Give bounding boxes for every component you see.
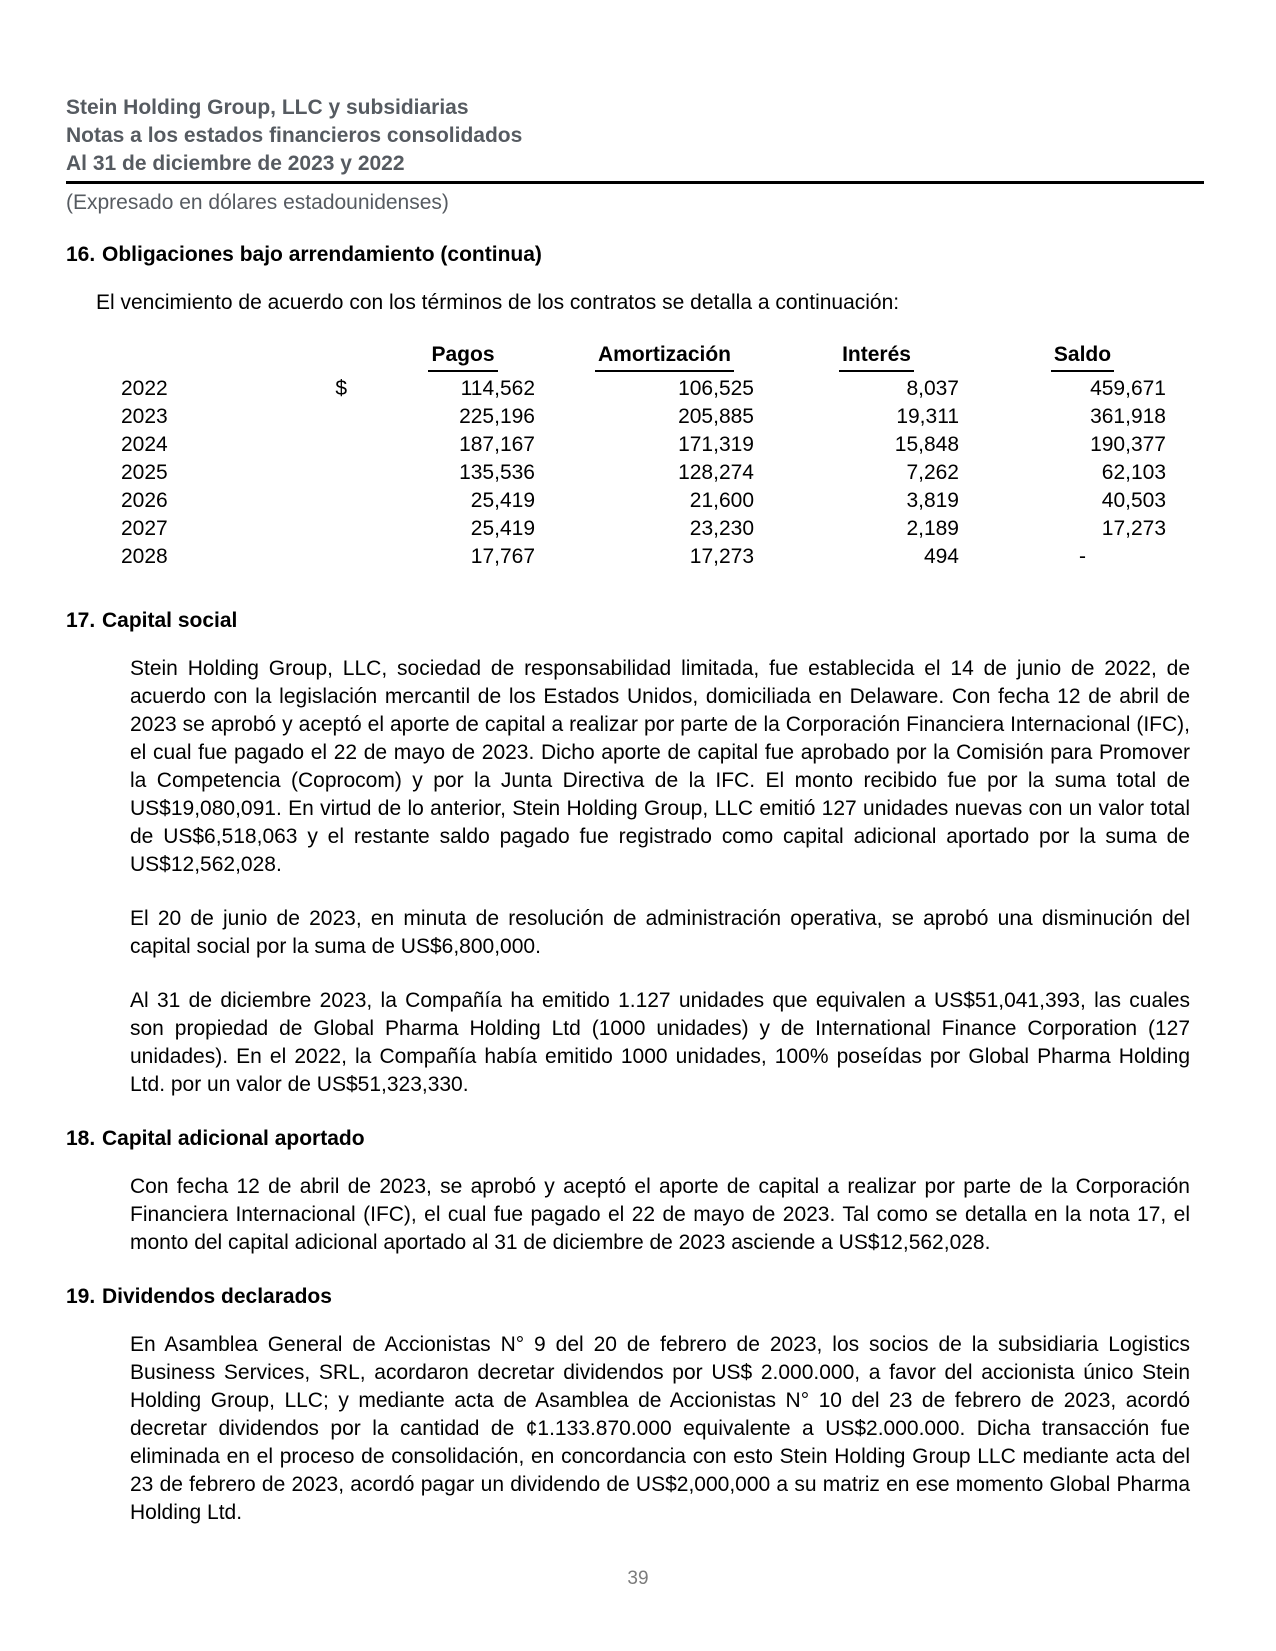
lease-maturity-table — [121, 341, 1166, 571]
saldo-cell: 40,503 — [1101, 489, 1166, 512]
column-header-interes: Interés — [754, 341, 959, 375]
currency-symbol-cell — [211, 403, 351, 431]
column-header-saldo: Saldo — [959, 341, 1166, 375]
amortizacion-cell: 128,274 — [678, 461, 754, 484]
currency-symbol-cell: $ — [335, 377, 347, 400]
currency-column-header — [211, 341, 351, 375]
section-capital-adicional — [66, 1125, 1204, 1257]
saldo-cell: - — [1079, 545, 1086, 568]
year-cell: 2025 — [121, 461, 168, 484]
currency-symbol-cell — [211, 431, 351, 459]
page-number: 39 — [627, 1568, 649, 1589]
interes-cell: 494 — [923, 545, 959, 568]
saldo-cell: 459,671 — [1090, 377, 1166, 400]
lease-table-header — [121, 341, 1166, 375]
amortizacion-cell: 106,525 — [678, 377, 754, 400]
currency-note: (Expresado en dólares estadounidenses) — [66, 191, 449, 214]
year-cell: 2027 — [121, 517, 168, 540]
section-17-title: Capital social — [102, 609, 238, 632]
year-cell: 2022 — [121, 377, 168, 400]
table-row-2022 — [121, 375, 1166, 403]
currency-symbol-cell — [211, 543, 351, 571]
currency-symbol-cell — [211, 515, 351, 543]
section-16-heading — [66, 241, 1204, 269]
section-16-intro: El vencimiento de acuerdo con los términos de los contratos se detalla a continuación: — [96, 291, 900, 314]
section-capital-social — [66, 607, 1204, 1099]
company-name: Stein Holding Group, LLC y subsidiarias — [66, 96, 469, 119]
saldo-cell: 190,377 — [1090, 433, 1166, 456]
section-18-title: Capital adicional aportado — [102, 1127, 365, 1150]
section-16-title: Obligaciones bajo arrendamiento (continua) — [102, 243, 542, 266]
section-17-heading — [66, 607, 1204, 635]
section-19-heading — [66, 1283, 1204, 1311]
interes-cell: 19,311 — [896, 405, 959, 428]
table-row-2028 — [121, 543, 1166, 571]
table-row-2023 — [121, 403, 1166, 431]
year-cell: 2024 — [121, 433, 168, 456]
section-18-paragraph-1: Con fecha 12 de abril de 2023, se aprobó y aceptó el aporte de capital a realizar por parte de la Corporación Financiera Internacional (IFC), el cual fue pagado el 22 de mayo de 2023. Tal como se detalla en la nota 17, el monto del capital adicional aportado al 31 de diciembre de 2023 asciende a US$12,562,028. — [130, 1175, 1190, 1254]
interes-cell: 2,189 — [906, 517, 959, 540]
pagos-cell: 17,767 — [470, 545, 535, 568]
section-19-number: 19. — [66, 1285, 96, 1308]
saldo-cell: 361,918 — [1090, 405, 1166, 428]
pagos-cell: 225,196 — [459, 405, 535, 428]
amortizacion-cell: 17,273 — [689, 545, 754, 568]
header-divider — [66, 181, 1204, 184]
amortizacion-cell: 23,230 — [689, 517, 754, 540]
section-dividendos — [66, 1283, 1204, 1527]
section-17-paragraph-2: El 20 de junio de 2023, en minuta de resolución de administración operativa, se aprobó una disminución del capital social por la suma de US$6,800,000. — [130, 907, 1190, 958]
year-cell: 2028 — [121, 545, 168, 568]
section-19-title: Dividendos declarados — [102, 1285, 332, 1308]
amortizacion-cell: 21,600 — [689, 489, 754, 512]
year-cell: 2026 — [121, 489, 168, 512]
year-cell: 2023 — [121, 405, 168, 428]
section-17-number: 17. — [66, 609, 96, 632]
interes-cell: 7,262 — [906, 461, 959, 484]
currency-symbol-cell — [211, 487, 351, 515]
section-lease-obligations — [66, 241, 1204, 571]
saldo-cell: 17,273 — [1101, 517, 1166, 540]
report-date-line: Al 31 de diciembre de 2023 y 2022 — [66, 152, 405, 175]
document-title: Notas a los estados financieros consolidados — [66, 124, 523, 147]
amortizacion-cell: 205,885 — [678, 405, 754, 428]
interes-cell: 3,819 — [906, 489, 959, 512]
pagos-cell: 187,167 — [459, 433, 535, 456]
currency-symbol-cell — [211, 459, 351, 487]
section-16-number: 16. — [66, 243, 96, 266]
table-row-2026 — [121, 487, 1166, 515]
interes-cell: 15,848 — [894, 433, 959, 456]
column-header-pagos: Pagos — [351, 341, 535, 375]
pagos-cell: 114,562 — [460, 377, 535, 400]
section-17-paragraph-3: Al 31 de diciembre 2023, la Compañía ha emitido 1.127 unidades que equivalen a US$51,041,393, las cuales son propiedad de Global Pharma Holding Ltd (1000 unidades) y de International Finance Corporation (127 unidades). En el 2022, la Compañía había emitido 1000 unidades, 100% poseídas por Global Pharma Holding Ltd. por un valor de US$51,323,330. — [130, 989, 1190, 1096]
section-18-number: 18. — [66, 1127, 96, 1150]
pagos-cell: 25,419 — [470, 517, 535, 540]
interes-cell: 8,037 — [906, 377, 959, 400]
table-row-2025 — [121, 459, 1166, 487]
year-column-header — [121, 341, 211, 375]
table-row-2027 — [121, 515, 1166, 543]
section-17-paragraph-1: Stein Holding Group, LLC, sociedad de responsabilidad limitada, fue establecida el 14 de junio de 2022, de acuerdo con la legislación mercantil de los Estados Unidos, domiciliada en Delaware. Con fecha 12 de abril de 2023 se aprobó y aceptó el aporte de capital a realizar por parte de la Corporación Financiera Internacional (IFC), el cual fue pagado el 22 de mayo de 2023. Dicho aporte de capital fue aprobado por la Comisión para Promover la Competencia (Coprocom) y por la Junta Directiva de la IFC. El monto recibido fue por la suma total de US$19,080,091. En virtud de lo anterior, Stein Holding Group, LLC emitió 127 unidades nuevas con un valor total de US$6,518,063 y el restante saldo pagado fue registrado como capital adicional aportado por la suma de US$12,562,028. — [130, 657, 1190, 876]
column-header-amortizacion: Amortización — [535, 341, 754, 375]
pagos-cell: 135,536 — [459, 461, 535, 484]
pagos-cell: 25,419 — [470, 489, 535, 512]
table-row-2024 — [121, 431, 1166, 459]
saldo-cell: 62,103 — [1101, 461, 1166, 484]
section-19-paragraph-1: En Asamblea General de Accionistas N° 9 del 20 de febrero de 2023, los socios de la subsidiaria Logistics Business Services, SRL, acordaron decretar dividendos por US$ 2.000.000, a favor del accionista único Stein Holding Group, LLC; y mediante acta de Asamblea de Accionistas N° 10 del 23 de febrero de 2023, acordó decretar dividendos por la cantidad de ¢1.133.870.000 equivalente a US$2.000.000. Dicha transacción fue eliminada en el proceso de consolidación, en concordancia con esto Stein Holding Group LLC mediante acta del 23 de febrero de 2023, acordó pagar un dividendo de US$2,000,000 a su matriz en ese momento Global Pharma Holding Ltd. — [130, 1333, 1190, 1524]
amortizacion-cell: 171,319 — [678, 433, 754, 456]
section-18-heading — [66, 1125, 1204, 1153]
document-header — [66, 94, 1204, 178]
